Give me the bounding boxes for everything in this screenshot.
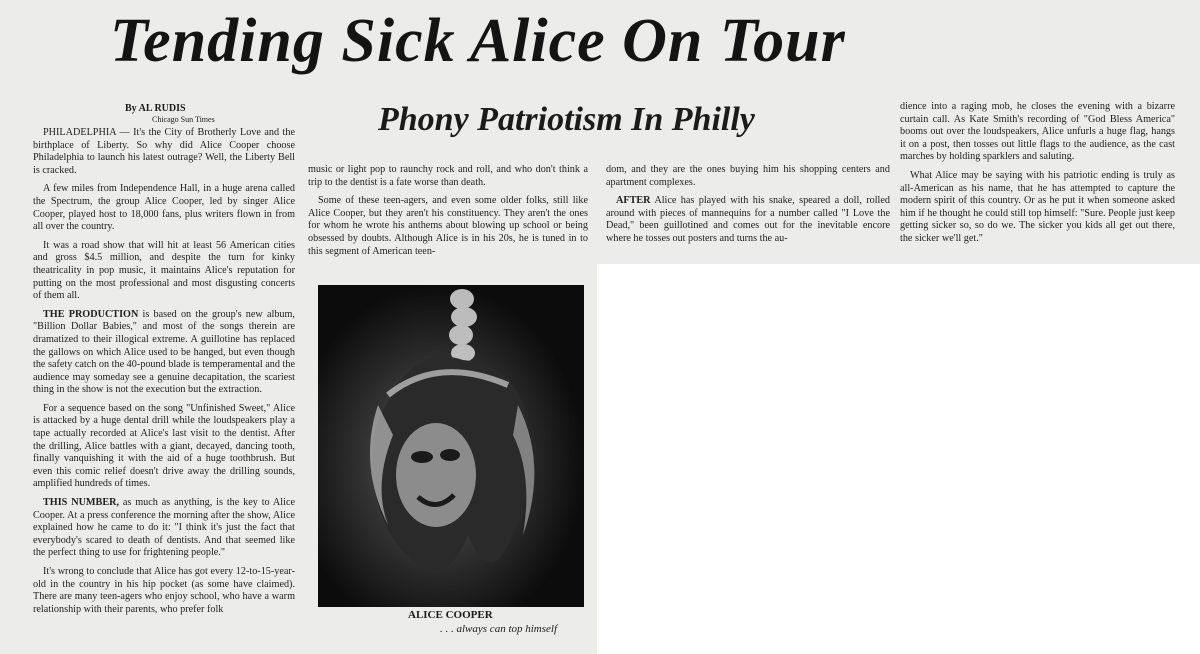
article-paragraph — [33, 497, 295, 560]
article-paragraph — [33, 566, 295, 616]
article-column-4 — [900, 101, 1175, 252]
byline-author: By AL RUDIS — [125, 103, 186, 114]
article-paragraph — [33, 240, 295, 303]
headline: Tending Sick Alice On Tour — [110, 7, 846, 75]
byline-organization: Chicago Sun Times — [152, 115, 215, 124]
photo-caption — [408, 608, 588, 636]
paragraph-text: It's wrong to conclude that Alice has got every 12-to-15-year-old in the country in his hip pocket (as some have claimed). There are many teen-agers who enjoy school, who have a warm relationship with their parents, who prefer folk — [33, 566, 295, 615]
paragraph-text: It was a road show that will hit at least 56 American cities and gross $4.5 million, and despite the turn for kinky theatricality in pop music, it maintains Alice's reputation for putting on the most professional and most disgusting concerts of them all. — [33, 239, 295, 302]
paragraph-text: What Alice may be saying with his patriotic ending is truly as all-American as his name, that he has attempted to capture the modern spirit of this country. Or as he put it when someone asked him if he thought he could still top himself: "Sure. People just keep getting sicker so, so do we. The sicker you kids all get out there, the sicker we'll get." — [900, 169, 1175, 244]
paragraph-text: is based on the group's new album, "Billion Dollar Babies," and most of the songs therein are dramatized to their illogical extreme. A guillotine has replaced the gallows on which Alice used to be hanged, but even though the safety catch on the 40-pound blade is temperamental and the audience may someday see a genuine decapitation, the scariest thing in the show is not the execution but the extraction. — [33, 308, 295, 396]
article-paragraph — [33, 183, 295, 233]
hanging-figure-image — [318, 285, 584, 607]
paragraph-text: A few miles from Independence Hall, in a huge arena called the Spectrum, the group Alice Cooper, led by singer Alice Cooper, played host to 18,000 fans, plus writers flown in from all over the country. — [33, 183, 295, 233]
alice-cooper-photo — [318, 285, 584, 607]
article-paragraph — [33, 309, 295, 397]
paragraph-text: PHILADELPHIA — It's the City of Brotherly Love and the birthplace of Liberty. So why did Alice Cooper choose Philadelphia to launch his latest outrage? Well, the Liberty Bell is cracked. — [33, 127, 295, 176]
paragraph-text: dience into a raging mob, he closes the evening with a bizarre curtain call. As Kate Smith's recording of "God Bless America" booms out over the loudspeakers, Alice unfurls a huge flag, hangs it on a post, then tosses out little flags to the audience, as the cast marches by holding sparklers and saluting. — [900, 101, 1175, 163]
section-lead: THIS NUMBER, — [43, 497, 120, 509]
article-paragraph — [900, 170, 1175, 246]
article-paragraph — [606, 164, 890, 189]
article-paragraph — [33, 127, 295, 177]
paragraph-text: Some of these teen-agers, and even some older folks, still like Alice Cooper, but they aren't his constituency. They aren't the ones for whom he wrote his anthems about blowing up school or being obsessed by doubts. Although Alice is in his 20s, he is tuned in to this segment of American teen- — [308, 195, 588, 257]
byline — [125, 103, 305, 125]
article-paragraph — [308, 195, 588, 258]
paragraph-text: Alice has played with his snake, speared a doll, rolled around with pieces of mannequins for a number called "I Love the Dead," been guillotined and comes out for the inevitable encore where he tosses out posters and turns the au- — [606, 195, 890, 244]
caption-name: ALICE COOPER — [408, 609, 493, 621]
subheadline: Phony Patriotism In Philly — [378, 101, 755, 138]
article-paragraph — [900, 101, 1175, 164]
section-lead: THE PRODUCTION — [43, 308, 139, 320]
article-column-3 — [606, 164, 890, 252]
paragraph-text: dom, and they are the ones buying him his shopping centers and apartment complexes. — [606, 164, 890, 188]
article-column-1 — [33, 127, 295, 622]
section-lead: AFTER — [616, 195, 651, 207]
article-paragraph — [308, 164, 588, 189]
article-column-2 — [308, 164, 588, 264]
paragraph-text: as much as anything, is the key to Alice Cooper. At a press conference the morning after the show, Alice explained how he came to do it: "I think it's just the fact that everybody's scared to death of dentists. And that seemed like the perfect thing to use for frightening people." — [33, 497, 295, 559]
article-paragraph — [33, 403, 295, 491]
paragraph-text: For a sequence based on the song "Unfinished Sweet," Alice is attacked by a huge dental drill while the loudspeakers play a tape actually recorded at Alice's last visit to the dentist. After the drilling, Alice battles with a giant, decayed, dancing tooth, finally vanquishing it with the aid of a huge toothbrush. But even this comic relief doesn't drive away the drilling sounds, amplified hundreds of times. — [33, 402, 295, 490]
article-paragraph — [606, 195, 890, 245]
caption-tagline: . . . always can top himself — [440, 623, 558, 635]
paragraph-text: music or light pop to raunchy rock and roll, and who don't think a trip to the dentist is a fate worse than death. — [308, 164, 588, 188]
